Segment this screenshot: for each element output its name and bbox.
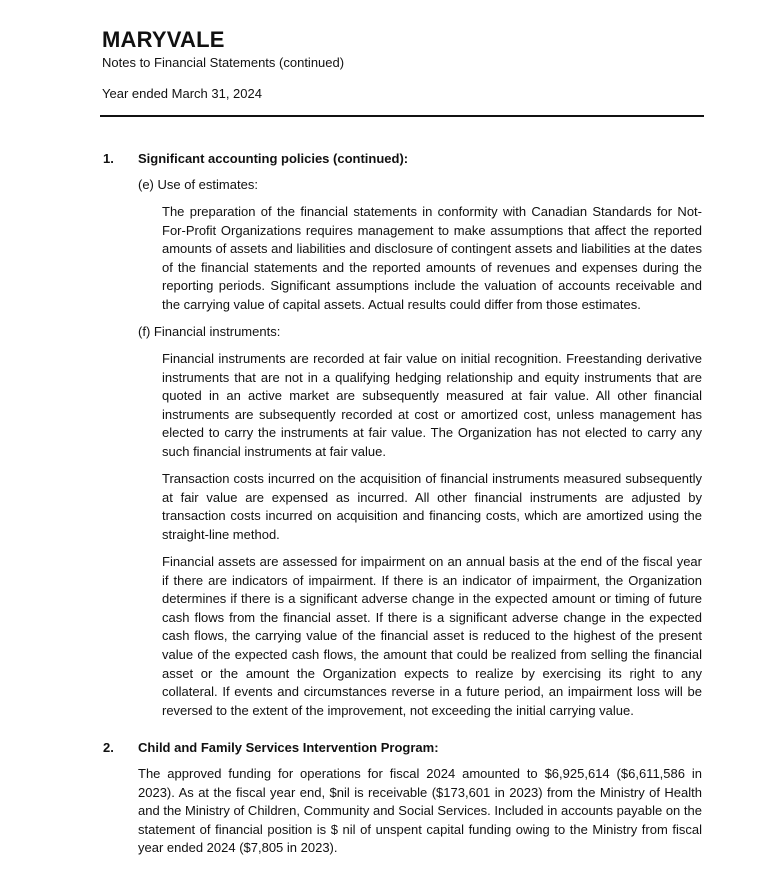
note-2-number: 2. xyxy=(103,740,114,755)
note-1e-paragraph: The preparation of the financial statements in conformity with Canadian Standards for Not-For-Profit Organizations requires management to make assumptions that affect the reported amounts of assets and liabilities and disclosure of contingent assets and liabilities at the dates of the financial statements and the reported amounts of revenues and expenses during the reporting periods. Significant assumptions include the valuation of accounts receivable and the carrying value of capital assets. Actual results could differ from those estimates. xyxy=(162,204,702,312)
note-2-paragraph: The approved funding for operations for fiscal 2024 amounted to $6,925,614 ($6,611,586 in 2023). As at the fiscal year end, $nil is receivable ($173,601 in 2023) from the Ministry of Health and the Ministry of Children, Community and Social Services. Included in accounts payable on the statement of financial position is $ nil of unspent capital funding owing to the Ministry from fiscal year ended 2024 ($7,805 in 2023). xyxy=(138,766,702,856)
note-1f-paragraph-3: Financial assets are assessed for impairment on an annual basis at the end of the fiscal year if there are indicators of impairment. If there is an indicator of impairment, the Organization determines if there is a significant adverse change in the expected amount or timing of future cash flows from the financial asset. If there is a significant adverse change in the expected cash flows, the carrying value of the financial asset is reduced to the highest of the present value of the expected cash flows, the amount that could be realized from selling the financial asset or the amount the Organization expects to realize by exercising its right to any collateral. If events and circumstances reverse in a future period, an impairment loss will be reversed to the extent of the improvement, not exceeding the initial carrying value. xyxy=(162,554,702,718)
note-2-heading: Child and Family Services Intervention Program: xyxy=(138,740,439,755)
reporting-period: Year ended March 31, 2024 xyxy=(102,86,262,101)
header-divider xyxy=(100,115,704,117)
document-title: Notes to Financial Statements (continued) xyxy=(102,55,345,70)
note-1-heading: Significant accounting policies (continued): xyxy=(138,151,409,166)
note-1e-label: (e) Use of estimates: xyxy=(138,177,258,192)
organization-name: MARYVALE xyxy=(102,27,225,52)
note-1-number: 1. xyxy=(103,151,114,166)
note-1f-paragraph-1: Financial instruments are recorded at fair value on initial recognition. Freestanding derivative instruments that are not in a qualifying hedging relationship and equity instruments that are quoted in an active market are subsequently measured at fair value. All other financial instruments are subsequently recorded at cost or amortized cost, unless management has elected to carry the instruments at fair value. The Organization has not elected to carry any such financial instruments at fair value. xyxy=(162,351,702,459)
note-1f-paragraph-2: Transaction costs incurred on the acquisition of financial instruments measured subsequently at fair value are expensed as incurred. All other financial instruments are adjusted by transaction costs incurred on acquisition and financing costs, which are amortized using the straight-line method. xyxy=(162,471,702,542)
note-1f-label: (f) Financial instruments: xyxy=(138,324,281,339)
